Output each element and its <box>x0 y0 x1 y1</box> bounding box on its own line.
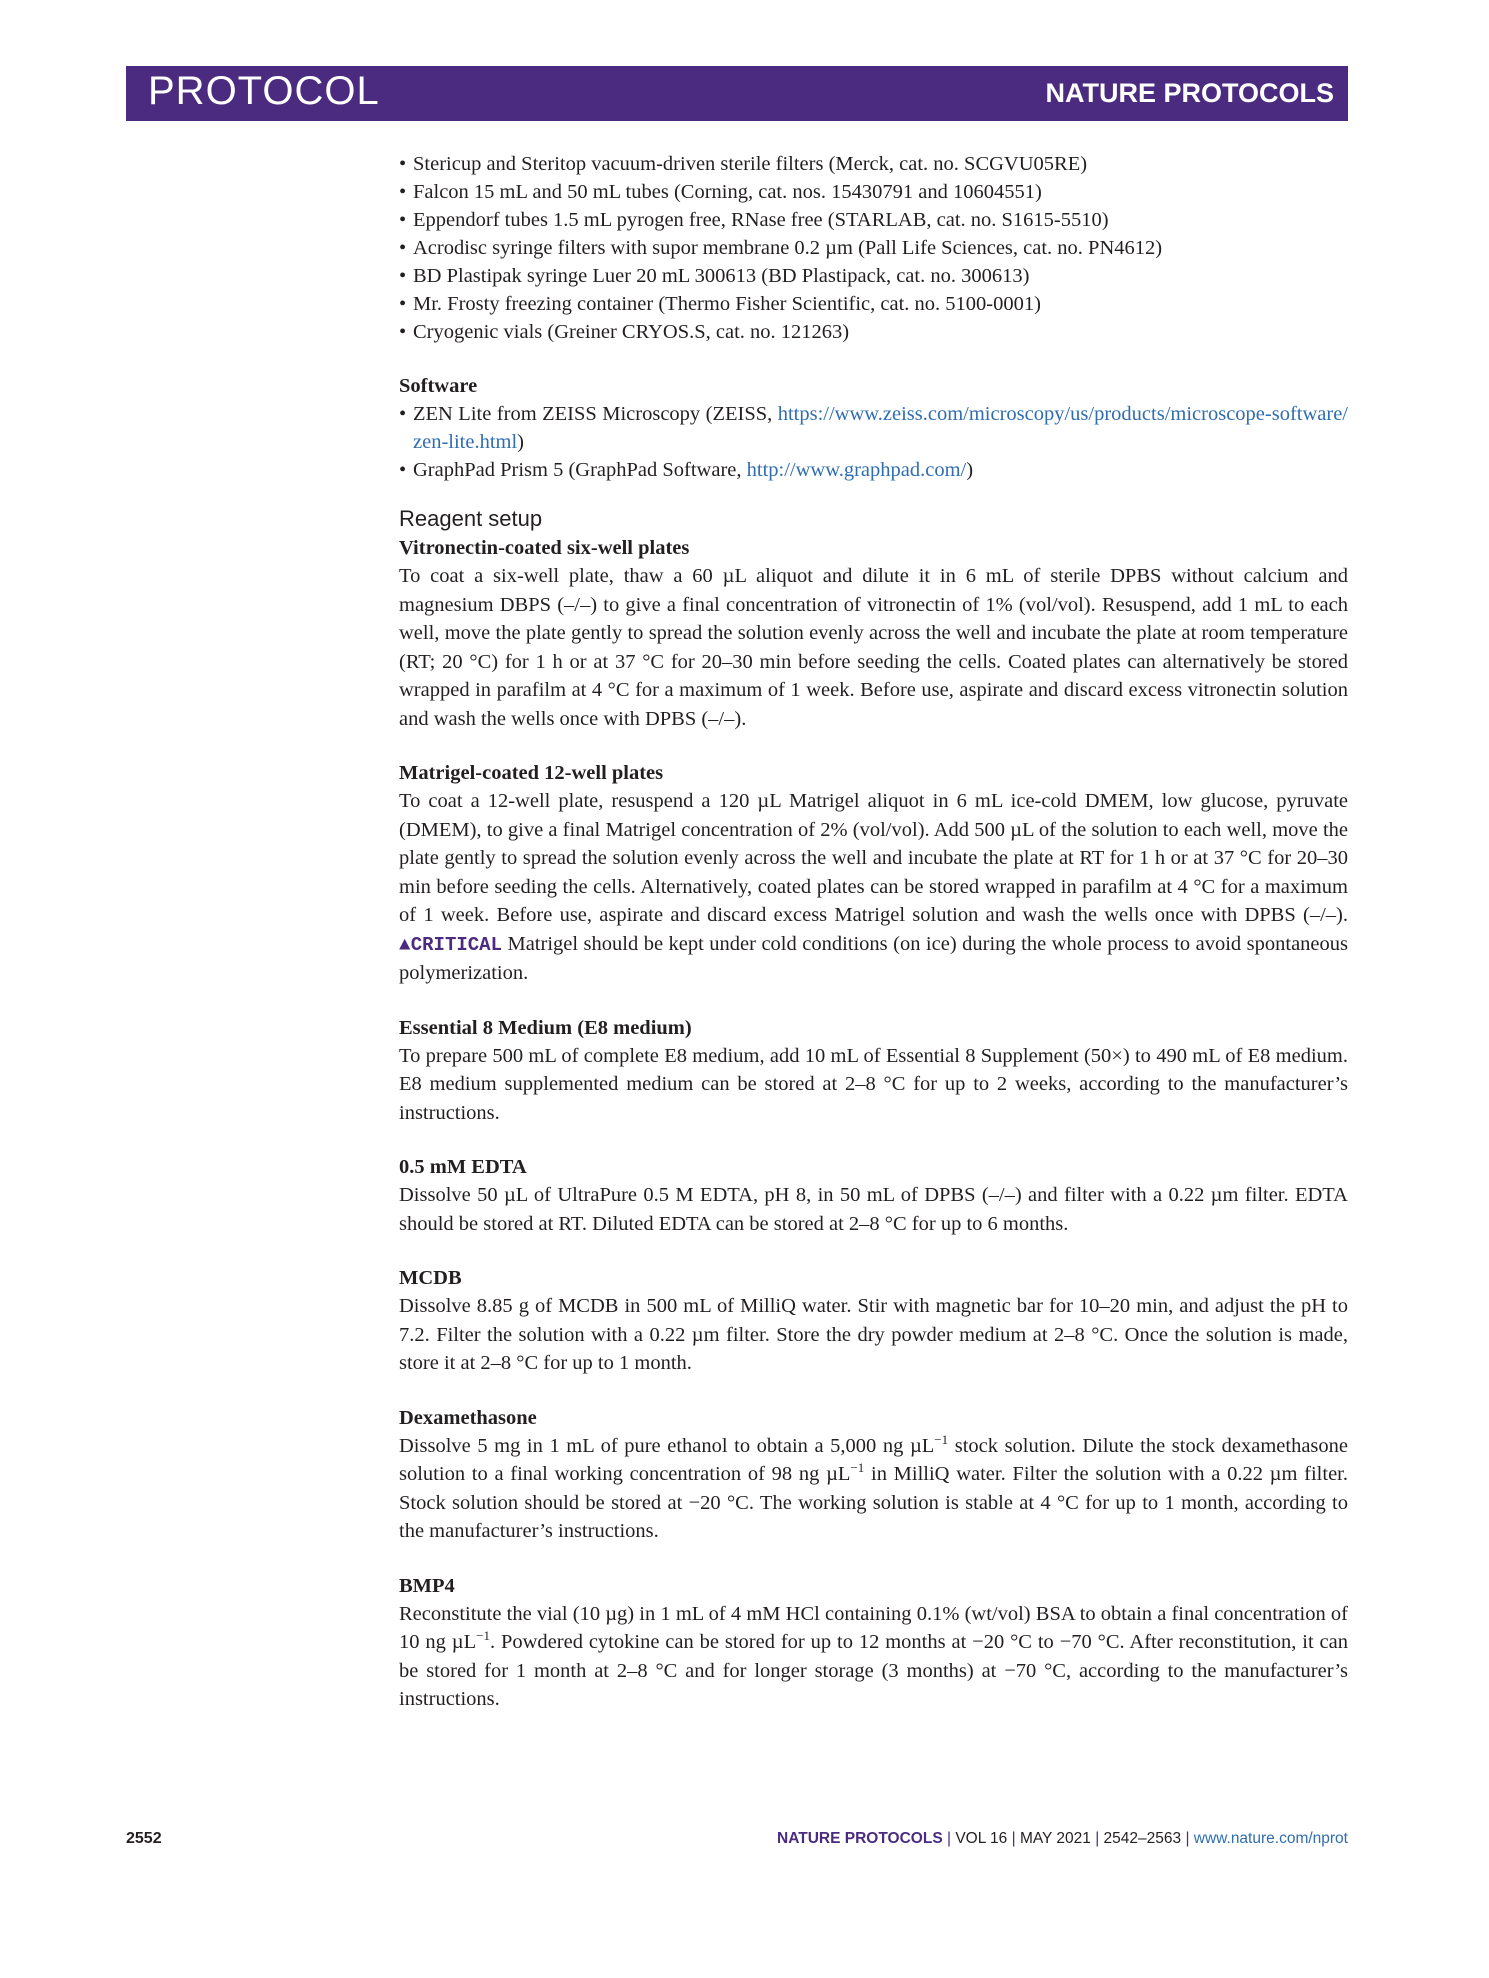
list-item: • Eppendorf tubes 1.5 mL pyrogen free, RNase free (STARLAB, cat. no. S1615-5510) <box>399 209 1109 231</box>
paragraph: To coat a six-well plate, thaw a 60 µL aliquot and dilute it in 6 mL of sterile DPBS without calcium and magnesium DBPS (–/–) to give a final concentration of vitronectin of 1% (vol/vol). Resuspend, add 1 mL to each well, move the plate gently to spread the solution evenly across the well and incubate the plate at room temperature (RT; 20 °C) for 1 h or at 37 °C for 20–30 min before seeding the cells. Coated plates can alternatively be stored wrapped in parafilm at 4 °C for a maximum of 1 week. Before use, aspirate and discard excess vitronectin solution and wash the wells once with DPBS (–/–). <box>399 565 1348 730</box>
matrigel-section <box>399 759 1348 988</box>
footer-citation: NATURE PROTOCOLS | VOL 16 | MAY 2021 | 2542–2563 | www.nature.com/nprot <box>777 1830 1348 1847</box>
subsection-title: BMP4 <box>399 1574 455 1597</box>
header-bar <box>126 66 1348 121</box>
dexamethasone-section <box>399 1404 1348 1546</box>
list-item: • Acrodisc syringe filters with supor membrane 0.2 µm (Pall Life Sciences, cat. no. PN4612) <box>399 237 1163 259</box>
software-list <box>399 400 1348 484</box>
paragraph: Dissolve 50 µL of UltraPure 0.5 M EDTA, pH 8, in 50 mL of DPBS (–/–) and filter with a 0.22 µm filter. EDTA should be stored at RT. Diluted EDTA can be stored at 2–8 °C for up to 6 months. <box>399 1184 1348 1235</box>
equipment-list <box>399 150 1348 346</box>
paragraph: Reconstitute the vial (10 µg) in 1 mL of 4 mM HCl containing 0.1% (wt/vol) BSA to obtain a final concentration of 10 ng µL$^{-1}$. Powdered cytokine can be stored for up to 12 months at −20 °C to −70 °C. After reconstitution, it can be stored for 1 month at 2–8 °C and for longer storage (3 months) at −70 °C, according to the manufacturer’s instructions. <box>399 1602 1348 1710</box>
paragraph: Dissolve 5 mg in 1 mL of pure ethanol to obtain a 5,000 ng µL$^{-1}$ stock solution. Dilute the stock dexamethasone solution to a final working concentration of 98 ng µL$^{-1}$ in MilliQ water. Filter the solution with a 0.22 µm filter. Stock solution should be stored at −20 °C. The working solution is stable at 4 °C for up to 1 month, according to the manufacturer’s instructions. <box>399 1431 1348 1542</box>
subsection-title: Dexamethasone <box>399 1406 537 1429</box>
footer-date: MAY 2021 <box>1019 1830 1091 1847</box>
footer-volume: VOL 16 <box>955 1830 1008 1847</box>
page-content <box>399 150 1348 1714</box>
list-item: • Stericup and Steritop vacuum-driven sterile filters (Merck, cat. no. SCGVU05RE) <box>399 153 1088 175</box>
journal-name: NATURE PROTOCOLS <box>1045 78 1334 108</box>
subsection-title: Matrigel-coated 12-well plates <box>399 762 664 784</box>
bmp4-section <box>399 1572 1348 1714</box>
subsection-title: Vitronectin-coated six-well plates <box>399 537 690 559</box>
paragraph: To prepare 500 mL of complete E8 medium, add 10 mL of Essential 8 Supplement (50×) to 490 mL of E8 medium. E8 medium supplemented medium can be stored at 2–8 °C for up to 2 weeks, according to the manufacturer’s instructions. <box>399 1044 1348 1124</box>
list-item: • Cryogenic vials (Greiner CRYOS.S, cat. no. 121263) <box>399 321 850 343</box>
subsection-title: 0.5 mM EDTA <box>399 1156 527 1178</box>
section-label: PROTOCOL <box>148 69 380 113</box>
critical-label: ▲CRITICAL <box>399 933 502 956</box>
paragraph: To coat a 12-well plate, resuspend a 120 µL Matrigel aliquot in 6 mL ice-cold DMEM, low glucose, pyruvate (DMEM), to give a final Matrigel concentration of 2% (vol/vol). Add 500 µL of the solution to each well, move the plate gently to spread the solution evenly across the well and incubate the plate at RT for 1 h or at 37 °C for 20–30 min before seeding the cells. Alternatively, coated plates can be stored wrapped in parafilm at 4 °C for a maximum of 1 week. Before use, aspirate and discard excess Matrigel solution and wash the wells once with DPBS (–/–). ▲CRITICAL Matrigel should be kept under cold conditions (on ice) during the whole process to avoid spontaneous polymerization. <box>399 790 1348 984</box>
e8-section <box>399 1014 1348 1128</box>
paragraph: Dissolve 8.85 g of MCDB in 500 mL of MilliQ water. Stir with magnetic bar for 10–20 min, and adjust the pH to 7.2. Filter the solution with a 0.22 µm filter. Store the dry powder medium at 2–8 °C. Once the solution is made, store it at 2–8 °C for up to 1 month. <box>399 1295 1348 1374</box>
software-heading: Software <box>399 375 478 397</box>
page-number: 2552 <box>126 1830 162 1847</box>
subsection-title: MCDB <box>399 1267 462 1289</box>
graphpad-link[interactable]: http://www.graphpad.com/ <box>746 459 967 481</box>
footer-journal: NATURE PROTOCOLS <box>777 1830 943 1847</box>
mcdb-section <box>399 1264 1348 1378</box>
list-item: • BD Plastipak syringe Luer 20 mL 300613 (BD Plastipack, cat. no. 300613) <box>399 265 1030 287</box>
list-item: • ZEN Lite from ZEISS Microscopy (ZEISS, https://www.zeiss.com/microscopy/us/products/microscope-software/zen-lite.html) <box>399 403 1348 453</box>
vitronectin-section <box>399 534 1348 733</box>
edta-section <box>399 1153 1348 1238</box>
footer-url[interactable]: www.nature.com/nprot <box>1193 1830 1348 1847</box>
list-item: • Falcon 15 mL and 50 mL tubes (Corning, cat. nos. 15430791 and 10604551) <box>399 181 1042 203</box>
list-item: • GraphPad Prism 5 (GraphPad Software, http://www.graphpad.com/) <box>399 459 974 481</box>
footer-pages: 2542–2563 <box>1103 1830 1182 1847</box>
subsection-title: Essential 8 Medium (E8 medium) <box>399 1016 692 1039</box>
reagent-setup-heading: Reagent setup <box>399 506 543 531</box>
zen-lite-link[interactable]: https://www.zeiss.com/microscopy/us/products/microscope-software/zen-lite.html <box>413 403 1348 453</box>
list-item: • Mr. Frosty freezing container (Thermo Fisher Scientific, cat. no. 5100-0001) <box>399 293 1041 315</box>
